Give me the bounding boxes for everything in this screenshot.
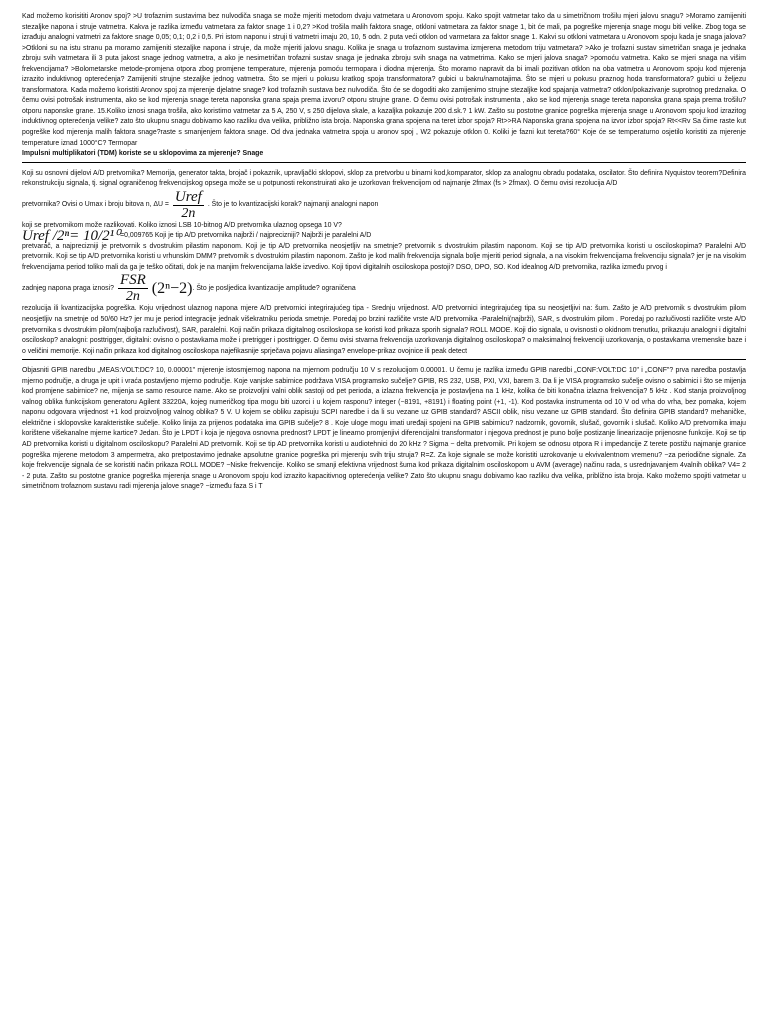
formula2-expression: Uref /2ⁿ= 10/2¹⁰	[22, 228, 121, 245]
formula3-parenthesis: (2ⁿ−2)	[151, 279, 193, 297]
section1-last-line: Impulsni multiplikatori (TDM) koriste se u sklopovima za mjerenje? Snage	[22, 150, 264, 158]
formula-lsb-line	[22, 228, 746, 245]
formula1-denominator: 2n	[181, 205, 196, 221]
lsb-question: koji se pretvornikom može razlikovati. Koliko iznosi LSB 10-bitnog A/D pretvornika ulaznog opsega 10 V?	[22, 221, 342, 229]
document-page	[22, 12, 746, 493]
section2-intro: Koji su osnovni dijelovi A/D pretvornika? Memorija, generator takta, brojač i pokaznik, upravljački sklopovi, sklop za pretvorbu u binarni kod,komparator, sklop za analognu obradu podataka, oscilator. Što definira Nyquistov teorem?Definira rekonstrukciju signala, tj. signal ograničenog frekvencijskog opsega može se u potpunosti rekonstruirati ako je uzorkovan frekvencijom od najmanje 2fmax (fs > 2fmax). O čemu ovisi rezolucija A/D	[22, 169, 746, 188]
formula3-prefix: zadnjeg napona praga iznosi?	[22, 284, 114, 292]
formula3-fraction	[118, 273, 148, 304]
formula3-denominator: 2n	[125, 289, 140, 305]
formula1-fraction	[173, 190, 204, 221]
formula3-numerator: FSR	[119, 272, 146, 289]
section-ad-converters	[22, 169, 746, 190]
section2-middle-text: pretvarač, a najprecizniji je pretvornik s dvostrukim pilastim naponom. Koji je tip A/D pretvornika neosjetljiv na smetnje? pretvornik s dvostrukim pilastim naponom. Koji se tip A/D pretvornika koristi u osciloskopima? Paralelni A/D pretvornik. Koji se tip A/D pretvornika koristi u vrhunskim DMM? pretvornik s dvostrukim pilastim naponom. Zašto je kod malih frekvencija signala bolje mjeriti period signala, a na visokim frekvencijama frekvenciju signala? jer je na visokim frekvencijama period toliko mali da ga je teško očitati, dok je na manjim frekvencijama lakše izvedivo. Koji tipovi digitalnih osciloskopa postoji? DSO, DPO, SO. Kod idealnog A/D pretvornika, razlika između prvog i	[22, 242, 746, 271]
formula1-numerator: Uref	[174, 188, 202, 205]
section1-paragraph: Kad možemo korisititi Aronov spoj? >U trofaznim sustavima bez nulvodiča snaga se može mjeriti metodom dvaju vatmetara u Aronovom spoju. Kako spojit vatmetar tako da u simetričnom trošilu mjeri jalovu snagu? >Moramo zamijeniti stezaljke napona i struje vatmetra. Kakva je razlika između vatmetara za faktor snage 1 i 0,2? >Kod trošila malih faktora snage, otkloni vatmetara za faktor snage 1, bit će mali, pa pogreške mjerenja snage mogu biti velike. Zbog toga se izrađuju analogni vatmetri za faktore snage 0,05; 0,1; 0,2 i 0,5. Pri istom naponu i struji ti vatmetri imaju 20, 10, 5 odn. 2 puta veći otklon od varmetara za faktor snage 1. Kakvi su otkloni vatmetara u Aronovom spoju kada je snaga jalova? >Otkloni su na istu stranu pa moramo zamijeniti stezaljke napona i struje, da može mjeriti jalovu snagu. Kolika je snaga u trofaznom sustavima izmjerena metodom triju vatmetara? >Ako je trofazni sustav simetričan snaga je jednaka zbroju svih vatmetara ili 3 puta jakost snage jednog vatmetra, a ako je nesimetričan trofazni sustav snaga je jednaka zbroju svih snaga na vatmetrima. Kako se mjeri jalova snaga? >pomoću vatmetra. Kako se mjeri snaga na višim frekvencijama? >Bolometarske metode-promjena otpora zbog promjene temperature, mjerenja pomoću termopara i diodna mjerenja. Što moramo napravit da bi imali pozitivan otklon na oba vatmetra u Aronovom spoju kod mjerenja izrazito induktivnog opterećenja? Zamijeniti strujne stezaljke jednog vatmetra. Što se mjeri u pokusu kratkog spoja transformatora? gubici u bakru/namotajima. Što se mjeri u pokusu praznog hoda transformatora? gubici u željezu transformatora. Kada možemo koristiti Aronov spoj za mjerenje djelatne snage? kod trofaznih sustava bez nulvodiča. Što će se dogoditi ako zamijenimo strujne stezaljke kod spajanja vatmetra? otklon/pokazivanje suprotnog predznaka. O čemu ovisi potrošak instrumenta, ako se kod mjerenja snage tereta naponska grana spaja prema izvoru? otporu strujne grane. O čemu ovisi potrošak instrumenta , ako se kod mjerenja snage tereta naponska grana spaja prema trošilu? otporu naponske grane. 15.Koliko iznosi snaga trošila, ako koristimo vatmetar za 5 A, 250 V, s 250 dijelova skale, a kazaljka pokazuje 200 d.sk.? 1 kW. Zašto su postotne granice pogreška mjerenja snage u Aronovom spoju kod izrazitog induktivnog opterećenja velike? zato što ukupnu snagu dobivamo kao razliku dva velika, približno ista broja. Naponska grana spojena na teret izbor spoja? Rt>>RA Naponska grana spojena na izvor izbor spoja? Rt<<Rv Sa čime raste kut pogreške kod mjerenja malih faktora snage?raste s smanjenjem faktora snage. Od dva jednaka vatmetra spoja u aronov spoj , W2 pokazuje otklon 0. Koliki je fazni kut tereta?60° Koje će se temperaturno osjetilo koristiti za mjerenje temperature iznad 1000°C? Termopar	[22, 13, 746, 147]
section-divider-1	[22, 162, 746, 163]
section2-rest-text: rezolucija ili kvantizacijska pogreška. Koju vrijednost ulaznog napona mjere A/D pretvornici integrirajućeg tipa - Srednju vrijednost. A/D pretvornici integrirajućeg tipa su neosjetljivi na: šum. Zašto je A/D pretvornik s dvostrukim pilom neosjetljiv na smetnje od 50/60 Hz? jer mu je period integracije jednak višekratniku perioda smetnje. Poredaj po brzini različite vrste A/D pretvornika -Paralelni(najbrži), SAR, s dvostrukim pilom . Poredaj po razlučivosti različite vrste A/D pretvornika s dvostrukim pilom(najbolja razlučivost), SAR, paralelni. Koji način prikaza digitalnog osciloskopa se koristi kod prikaza sporih signala? ROLL MODE. Koji dio signala, u ovisnosti o okidnom trenutku, prikazuju analogni i digitalni osciloskop? analogni: posttrigger, digitalni: ovisno o postavkama može i pretrigger i posttrigger. O čemu ovisi stvarna frekvencija uzorkovanja digitalnog osciloskopa? o maksimalnoj frekvenciji uzorkovanja, o postavkama vremenske baze i o veličini memorije. Koji način prikaza kod digitalnog osciloskopa najefikasnije sprječava pojavu aliasinga? envelope-prikaz ovojnice ili peak detect	[22, 305, 746, 355]
formula-threshold-line	[22, 273, 746, 304]
formula2-suffix: =0,009765 Koji je tip A/D pretvornika najbrži / najprecizniji? Najbrži je paralelni A/D	[120, 232, 372, 240]
section2-rest	[22, 304, 746, 357]
formula1-prefix: pretvornika? Ovisi o Umax i broju bitova n, ΔU =	[22, 201, 169, 208]
section-divider-2	[22, 359, 746, 360]
section3-paragraph: Objasniti GPIB naredbu „MEAS:VOLT:DC? 10, 0.00001" mjerenje istosmjernog napona na mjernom području 10 V s rezolucijom 0.00001. U čemu je razlika između GPIB naredbi „CONF:VOLT:DC 10" i „CONF"? prva naredba postavlja mjerno područje, a druga je upit i vraća postavljeno mjerno područje. Koje vanjske sabirnice podržava VISA programsko sučelje? GPIB, RS 232, USB, PXI, VXI, barem 3. Da li je VISA programsko sučelje ovisno o sabirnici i što se mijenja kod promjene sabirnice? ne, mijenja se samo resource name. Ako se proizvoljni valni oblik sastoji od pet perioda, a izlazna frekvencija je postavljena na 1 kHz, kolika će biti konačna izlazna frekvencija? 5 kHz . Kod stanja proizvoljnog valnog oblika funkcijskom generatoru Agilent 33220A, kojeg numeričkog tipa mogu biti uzorci i u kojem rasponu? integer (−8191, +8191) i floating point (+1, -1). Kod postavka instrumenta od 10 V od vrha do vrha, bez pomaka, kojem naponu odgovara vrijednost +1 kod proizvoljnog valnog oblika? 5 V. U kojem se obliku zapisuju SCPI naredbe i da li su vezane uz GPIB standard? ASCII oblik, nisu vezane uz GPIB standard. Što definira GPIB standard? mehaničke, električne i sklopovske karakteristike sučelje. Koliko linija za prijenos podataka ima GPIB sučelje? 8 . Koje uloge mogu imati uređaji spojeni na GPIB sabirnicu? nadzornik, govornik, slušač, govornik i slušač. Koliko A/D pretvornika imaju korištene višekanalne mjerne kartice? Jedan. Što je LPDT i koja je njegova osnovna prednost? LPDT je linearno promjenjivi diferencijalni transformator i njegova prednost je puno bolje postizanje linearizacije prijenosne funkcije. Koji se tip AD pretvornika koristi u digitalnom osciloskopu? Paralelni AD pretvornik. Koji se tip AD pretvornika koristi u audiotehnici do 20 kHz ? Sigma − delta pretvornik. Pri kojem se odnosu otpora R i impedancije Z terete postižu najmanje granice pogreška mjerene metodom 3 ampermetra, ako pretpostavimo jednake apsolutne granice pogreška pri mjerenju svih triju struja? R=Z. Za koje signale se može koristiti uzrokovanje u ekvivalentnom vremenu? −za periodične signale. Za koje frekvencije signala će se koristiti način prikaza ROLL MODE? −Niske frekvencije. Koliko se smanji efektivna vrijednost šuma kod prikaza digitalnim osciloskopom u AVM (average) načinu rada, s usrednjavanjem 4valnih oblika? V4= 2 - 2 puta. Zašto su postotne granice pogreška mjerenja snage u Aronovom spoju kod izrazito kapacitivnog opterećenja velike? Zato što ukupnu snagu dobivamo kao razliku dva velika, približno ista broja. Kako možemo spojiti vatmetar u simetričnom trofaznom sustavu radi mjerenja jalove snage? −između faza S i T	[22, 367, 746, 491]
formula3-suffix: . Što je posljedica kvantizacije amplitude? ograničena	[192, 284, 356, 292]
section2-line2	[22, 221, 746, 232]
formula1-suffix: . Što je to kvantizacijski korak? najmanji analogni napon	[207, 201, 379, 208]
section-gpib	[22, 366, 746, 493]
section-power-measurement	[22, 12, 746, 160]
section2-middle	[22, 242, 746, 274]
formula-resolution-line	[22, 190, 746, 221]
